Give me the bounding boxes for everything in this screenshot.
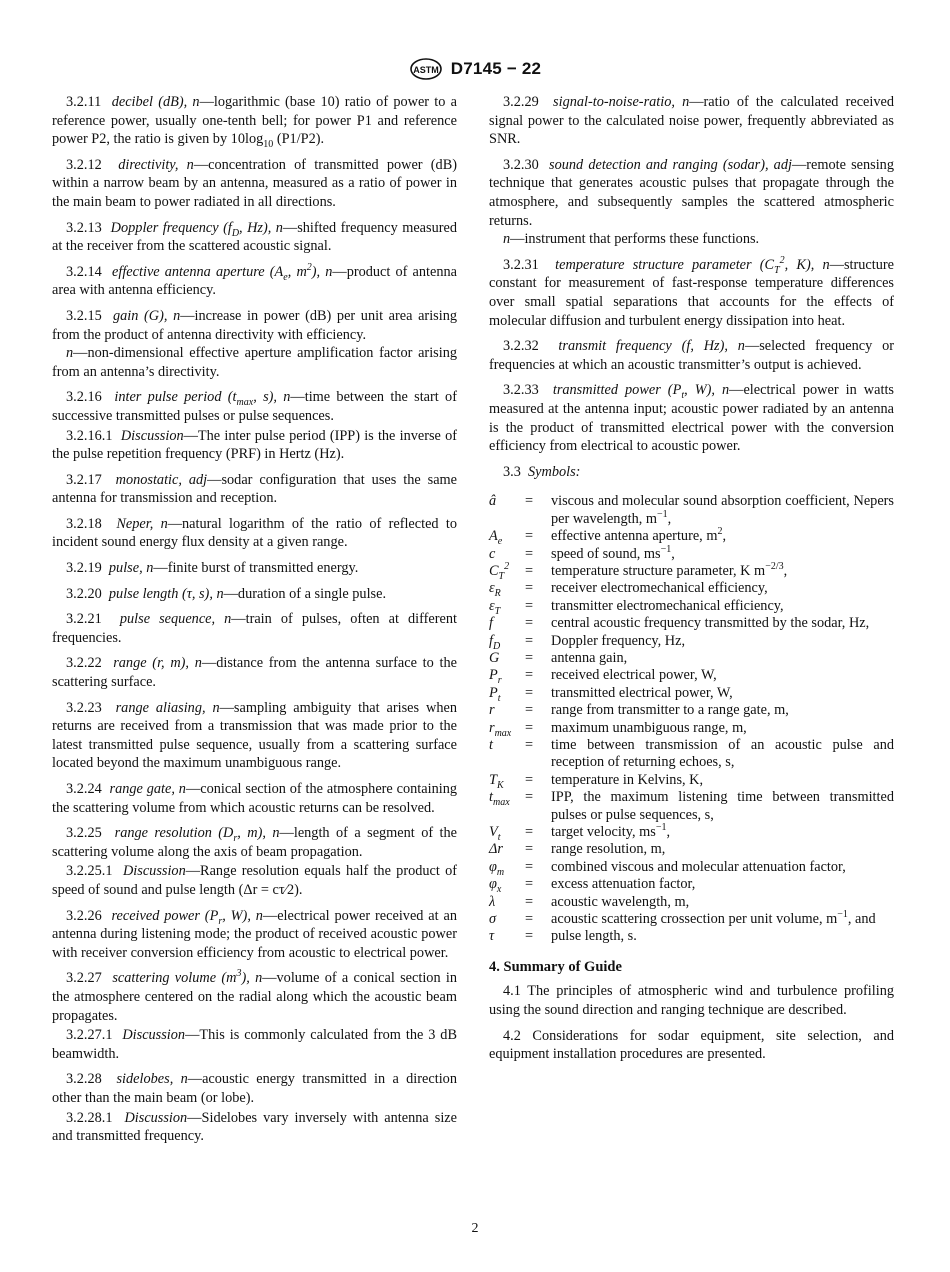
symbol-definition: speed of sound, $ms^{-1}$, <box>551 543 675 562</box>
definition-3-2-19: 3.2.19 pulse, n—finite burst of transmitted energy. <box>66 560 359 577</box>
symbol-term: $P_r$ <box>489 667 502 687</box>
definition-3-2-25: 3.2.25 range resolution ($D_r$, m), n—length of a segment of the scattering volume along the axis of beam propagation. <box>52 825 458 860</box>
symbol-row <box>489 633 894 650</box>
symbol-term: Δr <box>489 841 503 858</box>
symbol-term: $T_K$ <box>489 771 504 791</box>
symbol-definition: target velocity, $ms^{-1}$, <box>551 822 671 840</box>
symbol-row <box>489 772 894 789</box>
definition-3-2-24: 3.2.24 range gate, n—conical section of the atmosphere containing the scattering volume from which acoustic returns can be resolved. <box>52 781 457 816</box>
symbol-row <box>489 563 894 580</box>
definition-3-2-14: 3.2.14 effective antenna aperture ($A_e$, $m^2$), n—product of antenna area with antenna efficiency. <box>52 261 457 299</box>
symbol-definition: effective antenna aperture, $m^2$, <box>551 526 727 545</box>
definition-3-2-17: 3.2.17 monostatic, adj—sodar configuration that uses the same antenna for transmission and reception. <box>52 471 458 507</box>
symbol-term: $\varepsilon_T$ <box>489 597 501 617</box>
symbol-definition: antenna gain, <box>551 649 628 666</box>
symbol-definition: received electrical power, W, <box>551 667 717 684</box>
symbol-term: $\varphi_x$ <box>489 876 502 896</box>
equals-sign: = <box>525 719 534 736</box>
symbol-definition: maximum unambiguous range, m, <box>551 719 747 736</box>
symbol-definition: Doppler frequency, Hz, <box>551 632 686 649</box>
symbol-definition: temperature structure parameter, K $m^{-2/3}$, <box>551 561 788 579</box>
equals-sign: = <box>525 528 534 545</box>
equals-sign: = <box>525 562 534 579</box>
left-column <box>52 93 457 1153</box>
equals-sign: = <box>525 893 534 910</box>
symbol-row <box>489 911 894 928</box>
symbol-row <box>489 650 894 667</box>
equals-sign: = <box>525 667 534 684</box>
symbol-row <box>489 737 894 772</box>
symbol-row <box>489 580 894 600</box>
definition-3-2-23: 3.2.23 range aliasing, n—sampling ambiguity that arises when returns are received from a transmission that was made prior to the latest transmitted pulse sequence, usually from a scattering surface located beyond the maximum unambiguous range. <box>52 699 457 772</box>
section-4-title: 4. Summary of Guide <box>489 958 622 975</box>
symbol-term: $t_{max}$ <box>489 789 510 809</box>
symbol-row <box>489 667 894 687</box>
definition-3-2-11: 3.2.11 decibel (dB), n—logarithmic (base 10) ratio of power to a reference power, usually one-tenth bell; for power P1 and reference power P2, the ratio is given by $10\log_{10}$ (P1/P2). <box>52 94 457 151</box>
symbol-definition: central acoustic frequency transmitted by the sodar, Hz, <box>551 615 870 632</box>
symbol-row <box>489 528 894 545</box>
discussion-3-2-27-1: 3.2.27.1 Discussion—This is commonly calculated from the 3 dB beamwidth. <box>52 1027 457 1062</box>
page-number: 2 <box>471 1221 479 1236</box>
definition-3-2-13: 3.2.13 Doppler frequency ($f_D$, Hz), n—shifted frequency measured at the receiver from the scattered acoustic signal. <box>52 219 457 255</box>
equals-sign: = <box>525 632 534 649</box>
discussion-3-2-16-1: 3.2.16.1 Discussion—The inter pulse period (IPP) is the inverse of the pulse repetition frequency (PRF) in Hertz (Hz). <box>52 427 457 463</box>
right-column <box>489 93 894 1071</box>
symbol-row <box>489 493 894 528</box>
definition-3-2-20: 3.2.20 pulse length (τ, s), n—duration of a single pulse. <box>66 585 387 602</box>
symbol-term: $V_t$ <box>489 824 501 843</box>
symbol-row <box>489 720 894 737</box>
equals-sign: = <box>525 824 534 840</box>
symbol-row <box>489 702 894 719</box>
astm-logo-text: ASTM <box>413 65 439 75</box>
definition-3-2-22: 3.2.22 range (r, m), n—distance from the antenna surface to the scattering surface. <box>52 655 458 691</box>
discussion-3-2-28-1: 3.2.28.1 Discussion—Sidelobes vary inversely with antenna size and transmitted frequency. <box>52 1109 457 1145</box>
definition-3-2-31: 3.2.31 temperature structure parameter ($C_T^2$, K), n—structure constant for measurement of fast-response temperature differences over small spatial separations that accounts for the effects of molecular diffusion and turbulent energy dissipation into heat. <box>489 254 894 329</box>
equals-sign: = <box>525 684 534 701</box>
symbol-definition: transmitter electromechanical efficiency, <box>551 597 784 614</box>
symbol-term: $f_D$ <box>489 632 501 652</box>
symbol-term: r <box>489 702 495 719</box>
symbol-term: t <box>489 736 493 753</box>
definition-3-2-30: 3.2.30 sound detection and ranging (sodar), adj—remote sensing technique that generates acoustic pulses that propagate through the atmosphere, and subsequently samples the scattered atmospheric returns. <box>489 156 894 229</box>
definition-3-2-21: 3.2.21 pulse sequence, n—train of pulses, often at different frequencies. <box>52 611 457 646</box>
symbol-definition: IPP, the maximum listening time between transmitted pulses or pulse sequences, s, <box>551 789 894 823</box>
definition-3-2-16: 3.2.16 inter pulse period ($t_{max}$, s), n—time between the start of successive transmitted pulses or pulse sequences. <box>52 389 457 424</box>
equals-sign: = <box>525 649 534 666</box>
symbol-definition: range resolution, m, <box>551 841 666 858</box>
symbol-term: $\varepsilon_R$ <box>489 580 501 600</box>
definition-3-2-18: 3.2.18 Neper, n—natural logarithm of the ratio of reflected to incident sound energy flux density at a given range. <box>52 515 457 551</box>
page-header <box>0 56 950 82</box>
paragraph-4-2: 4.2 Considerations for sodar equipment, site selection, and equipment installation procedures are presented. <box>489 1027 894 1063</box>
symbol-term: λ <box>489 893 496 910</box>
symbol-term: $C_T^2$ <box>489 561 510 582</box>
paragraph-4-1: 4.1 The principles of atmospheric wind and turbulence profiling using the sound direction and ranging technique are described. <box>489 983 894 1019</box>
definition-3-2-32: 3.2.32 transmit frequency (f, Hz), n—selected frequency or frequencies at which an acoustic transmitter’s output is achieved. <box>489 338 894 373</box>
definition-3-2-30-alt: n—instrument that performs these functions. <box>503 231 760 248</box>
equals-sign: = <box>525 545 534 562</box>
symbol-term: f <box>489 615 493 632</box>
equals-sign: = <box>525 789 534 806</box>
symbol-definition: acoustic scattering crossection per unit volume, $m^{-1}$, and <box>551 909 876 928</box>
symbol-definition: viscous and molecular sound absorption coefficient, Nepers per wavelength, $m^{-1}$, <box>551 493 894 527</box>
definition-3-2-33: 3.2.33 transmitted power ($P_t$, W), n—electrical power in watts measured at the antenna input; acoustic power radiated by an antenna is the product of transmitted electrical power with the conversion efficiency from electrical to acoustic power. <box>489 382 894 455</box>
astm-logo-icon <box>409 58 443 80</box>
equals-sign: = <box>525 841 534 858</box>
symbol-definition: range from transmitter to a range gate, m, <box>551 702 789 719</box>
symbol-definition: receiver electromechanical efficiency, <box>551 580 768 597</box>
definition-3-2-28: 3.2.28 sidelobes, n—acoustic energy transmitted in a direction other than the main beam (or lobe). <box>52 1071 457 1106</box>
symbol-row <box>489 841 894 858</box>
symbol-row <box>489 615 894 632</box>
equals-sign: = <box>525 911 534 928</box>
symbols-heading: 3.3 Symbols: <box>503 463 581 480</box>
equals-sign: = <box>525 858 534 875</box>
symbol-row <box>489 685 894 702</box>
symbol-definition: pulse length, s. <box>551 928 637 945</box>
equals-sign: = <box>525 580 534 597</box>
symbol-row <box>489 876 894 896</box>
definition-3-2-27: 3.2.27 scattering volume $(m^3)$, n—volume of a conical section in the atmosphere centered on the radial along which the acoustic beam propagates. <box>52 968 457 1024</box>
symbol-definition: acoustic wavelength, m, <box>551 893 690 910</box>
symbol-term: â <box>489 493 497 510</box>
definition-3-2-29: 3.2.29 signal-to-noise-ratio, n—ratio of the calculated received signal power to the calculated noise power, frequently abbreviated as SNR. <box>489 94 894 148</box>
symbol-definition: combined viscous and molecular attenuation factor, <box>551 858 846 875</box>
equals-sign: = <box>525 928 534 945</box>
symbol-row <box>489 859 894 876</box>
symbol-definition: excess attenuation factor, <box>551 876 696 893</box>
symbol-term: τ <box>489 928 495 945</box>
symbol-term: $r_{max}$ <box>489 719 512 739</box>
symbol-row <box>489 928 894 945</box>
definition-3-2-26: 3.2.26 received power ($P_r$, W), n—electrical power received at an antenna during listening mode; the product of received acoustic power with receiver conversion efficiency from acoustic to electrical power. <box>52 907 457 961</box>
symbol-term: $A_e$ <box>489 528 503 547</box>
equals-sign: = <box>525 615 534 632</box>
equals-sign: = <box>525 597 534 614</box>
symbol-definition: transmitted electrical power, W, <box>551 684 733 701</box>
equals-sign: = <box>525 493 534 510</box>
symbol-row <box>489 598 894 615</box>
definition-3-2-15-alt: n—non-dimensional effective aperture amplification factor arising from an antenna’s directivity. <box>52 345 457 380</box>
symbol-row <box>489 894 894 911</box>
symbol-term: c <box>489 545 496 562</box>
symbol-row <box>489 789 894 824</box>
symbol-term: $\varphi_m$ <box>489 858 505 878</box>
equals-sign: = <box>525 876 534 893</box>
symbol-list <box>489 493 894 946</box>
equals-sign: = <box>525 702 534 719</box>
equals-sign: = <box>525 736 534 753</box>
symbol-row <box>489 824 894 841</box>
equals-sign: = <box>525 771 534 788</box>
discussion-3-2-25-1: 3.2.25.1 Discussion—Range resolution equals half the product of speed of sound and pulse length (Δr = cτ⁄2). <box>52 863 458 898</box>
standard-designation: D7145 − 22 <box>450 59 542 78</box>
definition-3-2-12: 3.2.12 directivity, n—concentration of transmitted power (dB) within a narrow beam by an antenna, measured as a ratio of power in the main beam to power radiated in all directions. <box>52 156 457 210</box>
symbol-term: G <box>489 649 500 666</box>
symbol-term: $P_t$ <box>489 684 501 704</box>
symbol-definition: temperature in Kelvins, K, <box>551 771 704 788</box>
symbol-definition: time between transmission of an acoustic pulse and reception of returning echoes, s, <box>551 736 894 771</box>
symbol-row <box>489 543 894 563</box>
symbol-term: σ <box>489 911 497 928</box>
definition-3-2-15: 3.2.15 gain (G), n—increase in power (dB) per unit area arising from the product of antenna directivity with efficiency. <box>52 307 458 343</box>
